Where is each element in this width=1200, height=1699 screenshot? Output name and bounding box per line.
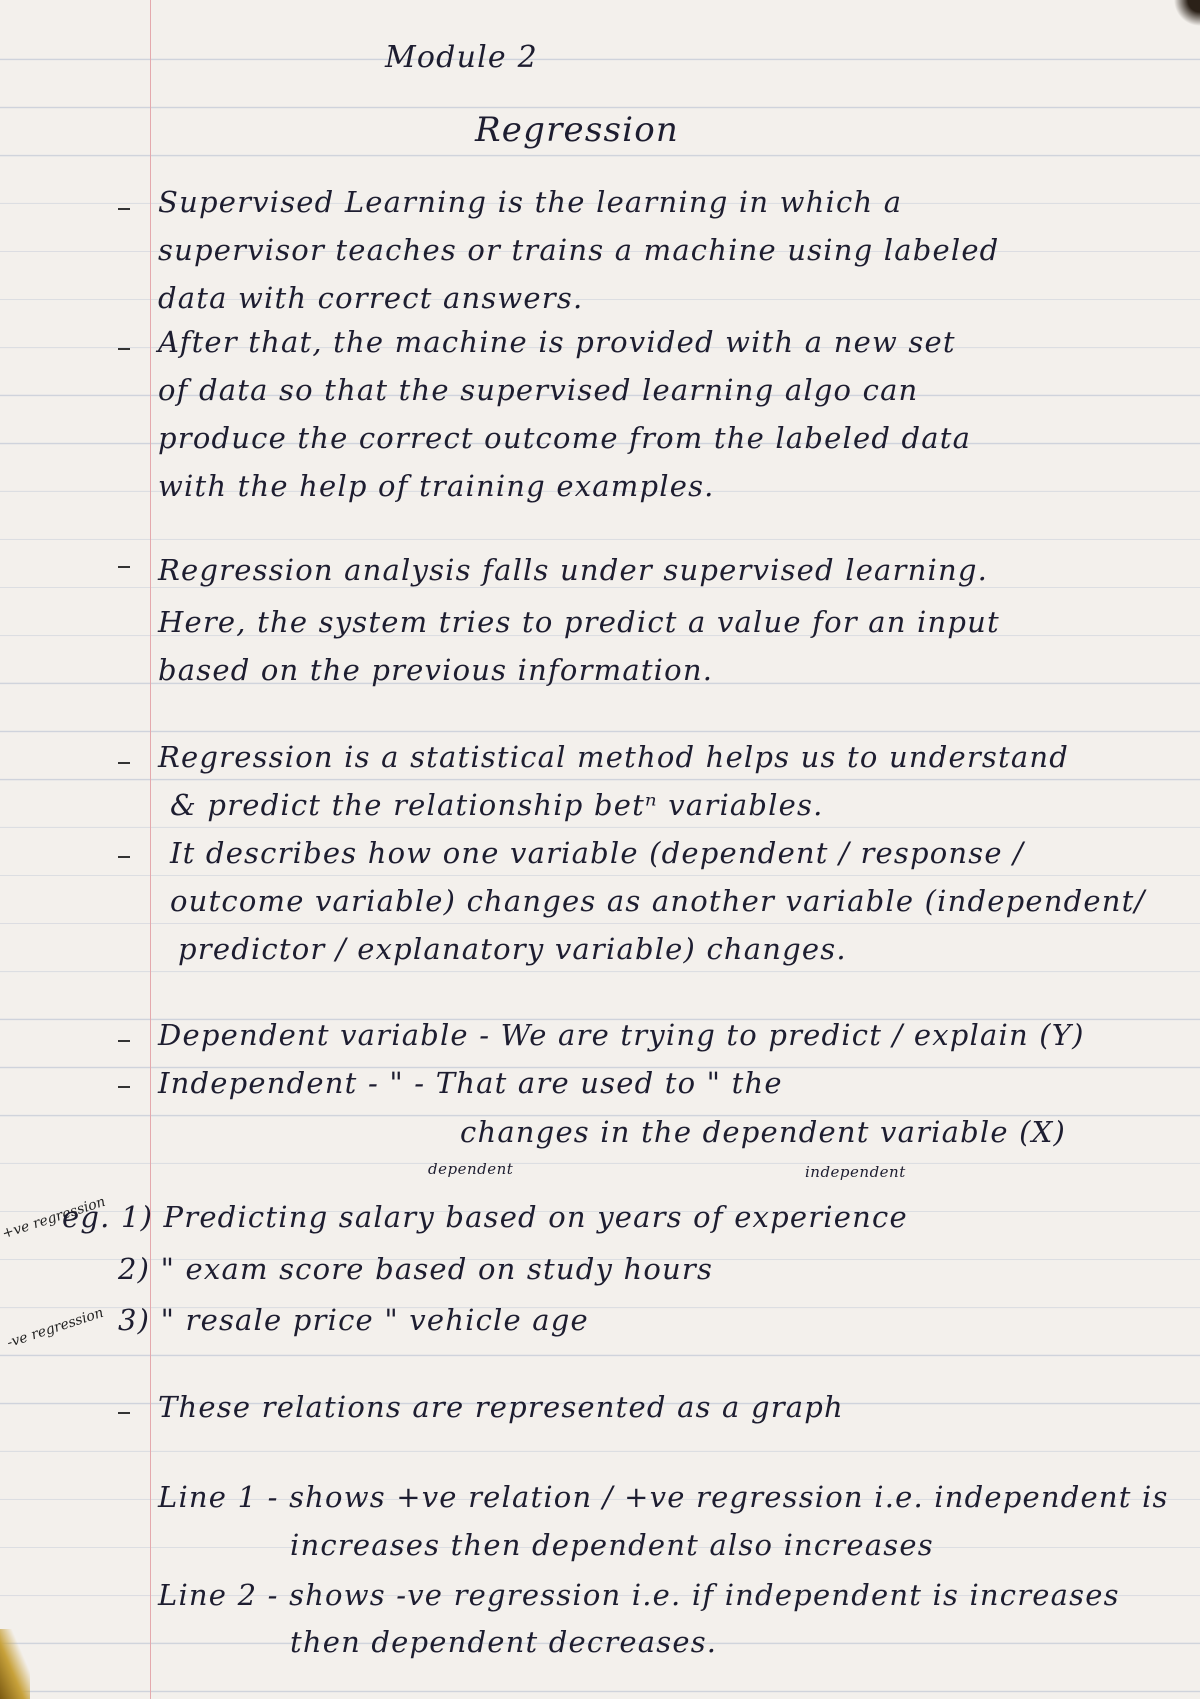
text-line: & predict the relationship betⁿ variables. [170,788,824,822]
text-line: outcome variable) changes as another variable (independent/ [170,884,1146,918]
text-line: predictor / explanatory variable) changes. [178,932,847,966]
text-line: supervisor teaches or trains a machine using labeled [158,233,1000,267]
page-corner-edge [0,1629,30,1699]
topic-heading: Regression [475,110,679,150]
bullet-dash [118,348,130,350]
text-line: of data so that the supervised learning algo can [158,373,919,407]
module-heading: Module 2 [385,40,538,75]
bullet-dash [118,1412,130,1414]
text-line: increases then dependent also increases [290,1528,934,1562]
text-line: Regression is a statistical method helps us to understand [158,740,1069,774]
bullet-dash [118,856,130,858]
text-line: These relations are represented as a graph [158,1390,844,1424]
example-line: eg. 1) Predicting salary based on years of experience [62,1200,908,1234]
text-line: Dependent variable - We are trying to predict / explain (Y) [158,1018,1085,1052]
bullet-dash [118,1040,130,1042]
example-line: 2) " exam score based on study hours [118,1252,714,1286]
bullet-dash [118,762,130,764]
text-line: produce the correct outcome from the labeled data [158,421,972,455]
text-line: based on the previous information. [158,653,714,687]
bullet-dash [118,208,130,210]
margin-note-positive: +ve regression [0,1193,108,1243]
margin-line [150,0,151,1699]
annotation-dependent: dependent [428,1160,514,1178]
text-line: Line 2 - shows -ve regression i.e. if independent is increases [158,1578,1120,1612]
margin-note-negative: -ve regression [4,1304,106,1352]
text-line: It describes how one variable (dependent / response / [170,836,1025,870]
annotation-independent: independent [805,1163,906,1181]
text-line: Line 1 - shows +ve relation / +ve regression i.e. independent is [158,1480,1169,1514]
text-line: data with correct answers. [158,281,584,315]
text-line: changes in the dependent variable (X) [460,1115,1066,1149]
example-line: 3) " resale price " vehicle age [118,1303,589,1337]
text-line: Regression analysis falls under supervised learning. [158,553,989,587]
page-corner-shadow [1170,0,1200,30]
bullet-dash [118,566,130,568]
text-line: After that, the machine is provided with a new set [158,325,956,359]
text-line: then dependent decreases. [290,1625,718,1659]
text-line: Here, the system tries to predict a value for an input [158,605,1000,639]
text-line: Supervised Learning is the learning in which a [158,185,903,219]
text-line: Independent - " - That are used to " the [158,1066,783,1100]
text-line: with the help of training examples. [158,469,715,503]
bullet-dash [118,1086,130,1088]
